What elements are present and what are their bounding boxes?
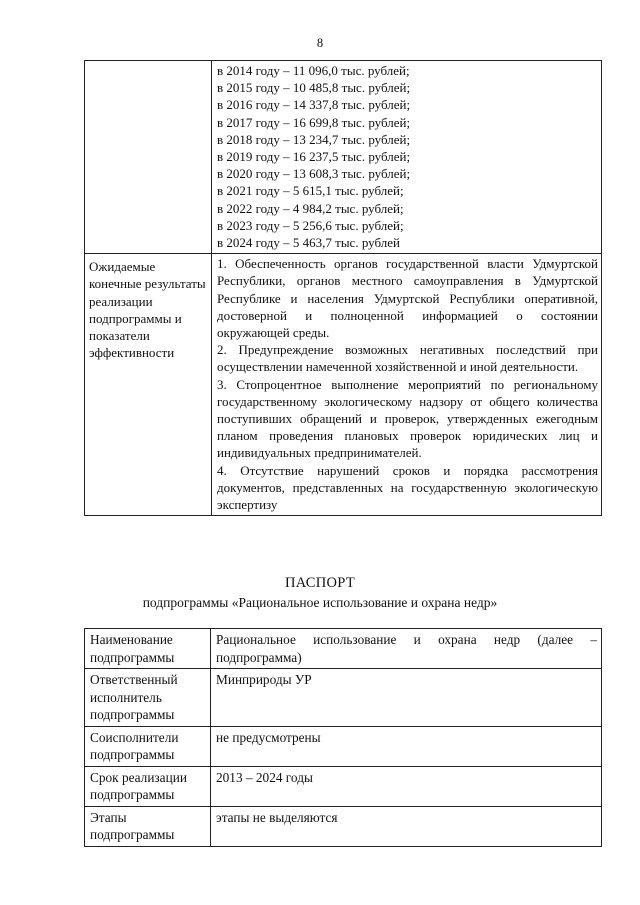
passport-subtitle: подпрограммы «Рациональное использование и охрана недр» (142, 595, 498, 610)
funding-line: в 2018 году – 13 234,7 тыс. рублей; (217, 131, 411, 147)
funding-line: в 2019 году – 16 237,5 тыс. рублей; (217, 149, 411, 165)
passport-table (84, 628, 602, 847)
funding-values-cell (212, 61, 602, 254)
funding-line: в 2024 году – 5 463,7 тыс. рублей (217, 235, 400, 251)
subprogram-continuation-table (84, 60, 602, 516)
passport-row-label: Соисполнители подпрограммы (85, 726, 211, 766)
page-number: 8 (316, 36, 324, 50)
expected-results-cell (212, 254, 602, 516)
passport-row-label: Наименование подпрограммы (85, 629, 211, 669)
passport-row (85, 726, 602, 766)
funding-line: в 2017 году – 16 699,8 тыс. рублей; (217, 114, 411, 130)
passport-row (85, 669, 602, 727)
expected-results-label: Ожидаемые конечные результаты реализации подпрограммы и показатели эффективности (85, 254, 212, 516)
passport-row-value: 2013 – 2024 годы (211, 766, 602, 806)
result-item: 2. Предупреждение возможных негативных последствий при осуществлении намеченной хозяйственной и иной деятельности. (217, 342, 598, 375)
funding-line: в 2020 году – 13 608,3 тыс. рублей; (217, 166, 411, 182)
funding-line: в 2021 году – 5 615,1 тыс. рублей; (217, 183, 404, 199)
passport-row-value: этапы не выделяются (211, 806, 602, 846)
funding-label-cell (85, 61, 212, 254)
result-item: 1. Обеспеченность органов государственной власти Удмуртской Республики, органов местного самоуправления в Удмуртской Республике и населения Удмуртской Республики оперативной, достоверной и полноценной информацией о состоянии окружающей среды. (217, 256, 598, 341)
funding-line: в 2023 году – 5 256,6 тыс. рублей; (217, 217, 404, 233)
passport-row-label: Этапы подпрограммы (85, 806, 211, 846)
funding-line: в 2022 году – 4 984,2 тыс. рублей; (217, 200, 404, 216)
passport-row (85, 806, 602, 846)
passport-title: ПАСПОРТ (284, 575, 356, 591)
funding-line: в 2016 году – 14 337,8 тыс. рублей; (217, 97, 411, 113)
expected-results-row (85, 254, 602, 516)
passport-row (85, 629, 602, 669)
funding-line: в 2015 году – 10 485,8 тыс. рублей; (217, 80, 411, 96)
passport-row (85, 766, 602, 806)
passport-row-value: Минприроды УР (211, 669, 602, 727)
passport-row-label: Срок реализации подпрограммы (85, 766, 211, 806)
passport-row-value: не предусмотрены (211, 726, 602, 766)
result-item: 4. Отсутствие нарушений сроков и порядка рассмотрения документов, представленных на государственную экологическую экспертизу (217, 462, 598, 513)
passport-row-value: Рациональное использование и охрана недр (далее – подпрограмма) (211, 629, 602, 669)
result-item: 3. Стопроцентное выполнение мероприятий по региональному государственному экологическому надзору от общего количества поступивших обращений и проверок, утвержденных ежегодным планом проведения плановых проверок юридических лиц и индивидуальных предпринимателей. (217, 376, 598, 461)
passport-row-label: Ответственный исполнитель подпрограммы (85, 669, 211, 727)
funding-row (85, 61, 602, 254)
funding-line: в 2014 году – 11 096,0 тыс. рублей; (217, 63, 410, 78)
